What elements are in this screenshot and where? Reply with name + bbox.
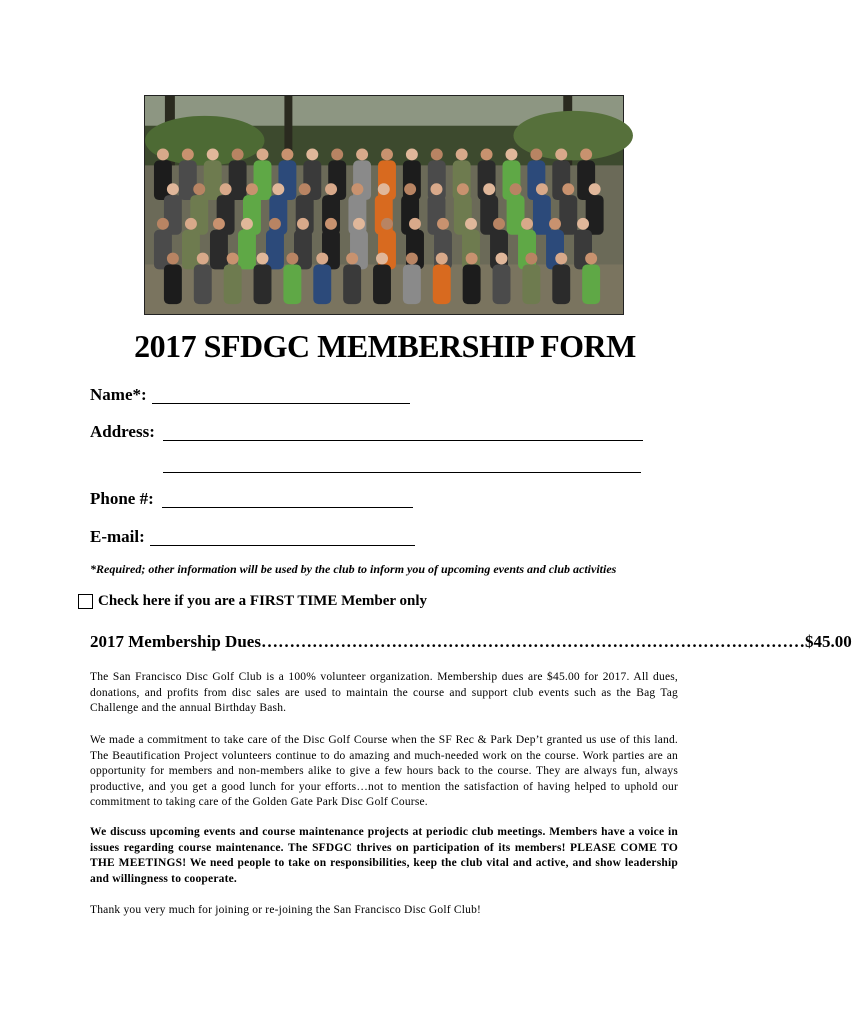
membership-dues-line [90, 632, 852, 652]
first-time-checkbox[interactable] [78, 594, 93, 609]
paragraph-meetings: We discuss upcoming events and course maintenance projects at periodic club meetings. Members have a voice in issues regarding course maintenance. The SFDGC thrives on participation of its members! PLEASE COME TO THE MEETINGS! We need people to take on responsibilities, keep the club vital and active, and show leadership and willingness to cooperate. [90, 826, 678, 885]
address-field-line-1[interactable] [163, 440, 643, 441]
paragraph-thank-you: Thank you very much for joining or re-joining the San Francisco Disc Golf Club! [90, 904, 482, 916]
group-photo [144, 95, 624, 315]
paragraph-about-club: The San Francisco Disc Golf Club is a 100% volunteer organization. Membership dues are $45.00 for 2017. All dues, donations, and profits from disc sales are used to maintain the course and support club events such as the Bag Tag Challenge and the annual Birthday Bash. [90, 671, 678, 715]
dues-dot-leader: …………………………………………………………………………………… [260, 632, 805, 651]
phone-field[interactable] [162, 507, 413, 508]
dues-label: 2017 Membership Dues [90, 632, 261, 651]
address-field-line-2[interactable] [163, 472, 641, 473]
name-label: Name*: [90, 385, 147, 404]
dues-amount: $45.00 [804, 632, 852, 651]
paragraph-beautification: We made a commitment to take care of the Disc Golf Course when the SF Rec & Park Dep’t granted us use of this land. The Beautification Project volunteers continue to do amazing and much-needed work on the course. Work parties are an opportunity for members and non-members alike to give a few hours back to the course. They are always fun, always productive, and you get a good lunch for your efforts…not to mention the satisfaction of having helped to uphold our commitment to taking care of the Golden Gate Park Disc Golf Course. [90, 734, 678, 809]
first-time-row [78, 593, 427, 610]
group-photo-icon [145, 96, 623, 314]
phone-label: Phone #: [90, 489, 154, 508]
name-field[interactable] [152, 403, 410, 404]
first-time-label: Check here if you are a FIRST TIME Member only [98, 593, 428, 609]
form-title: 2017 SFDGC MEMBERSHIP FORM [134, 328, 636, 364]
email-label: E-mail: [90, 527, 145, 546]
email-field[interactable] [150, 545, 415, 546]
required-note: *Required; other information will be used by the club to inform you of upcoming events and club activities [90, 562, 617, 576]
address-label: Address: [90, 422, 155, 441]
